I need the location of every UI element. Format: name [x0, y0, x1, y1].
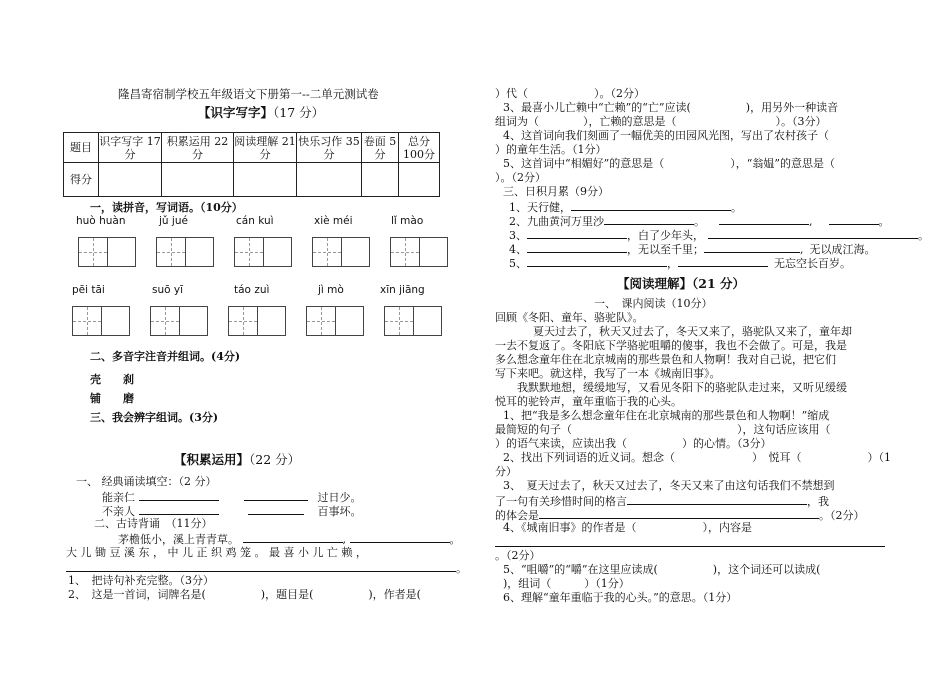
text: 。（2分） [819, 509, 865, 522]
tianzi-grid[interactable] [72, 306, 130, 336]
pinyin-item: cán kuì [236, 215, 274, 227]
blank-line[interactable] [571, 199, 731, 211]
tianzi-grid[interactable] [390, 237, 448, 267]
blank-line[interactable] [527, 241, 627, 253]
text: 能亲仁 [102, 491, 135, 504]
tianzi-grid[interactable] [306, 306, 364, 336]
right-line-6: 5、这首词中“相媚好”的意思是（ ），“翁媪”的意思是（ [503, 157, 835, 170]
text: ， [667, 257, 678, 270]
blank-line[interactable] [627, 493, 807, 505]
blank-line[interactable] [678, 255, 768, 267]
yuedu-recall: 回顾《冬阳、童年、骆驼队》。 [495, 311, 644, 324]
yuedu-q2-line: 分） [495, 465, 517, 478]
text: 百事坏。 [317, 505, 362, 518]
jilei-s1: 一、 经典诵读填空：（2 分） [76, 475, 217, 488]
score-table-cell: 总分 100分 [399, 133, 440, 163]
exam-title: 隆昌寄宿制学校五年级语文下册第一--二单元测试卷 [118, 87, 379, 101]
score-input-cell[interactable] [297, 163, 362, 197]
right-line-5: ）的童年生活。（1分） [495, 143, 607, 156]
score-table-cell: 快乐习作 35 分 [298, 134, 360, 161]
jilei-score: （22 分） [249, 452, 301, 467]
q2-line-2: 铺 磨 [90, 392, 134, 405]
rijilei-1: 1、天行健， 。 [509, 201, 742, 214]
pinyin-item: suō yī [152, 284, 184, 296]
text: 茅檐低小，溪上青青草。 [118, 533, 239, 546]
blank-line[interactable] [139, 489, 219, 501]
q2-line-1: 壳 刹 [90, 373, 134, 386]
score-input-cell[interactable] [99, 163, 162, 197]
score-input-cell[interactable] [162, 163, 234, 197]
score-input-cell[interactable] [362, 163, 399, 197]
score-table-cell: 积累运用 22分 [162, 133, 234, 163]
jilei-q1: 1、 把诗句补充完整。（3分） [68, 574, 214, 587]
score-table-cell: 卷面 5分 [362, 133, 399, 163]
blank-line[interactable] [350, 531, 450, 543]
yuedu-q5-line: )，组词（ ）（1分） [503, 577, 630, 590]
blank-line[interactable] [527, 227, 627, 239]
blank-line[interactable] [66, 560, 456, 572]
blank-line[interactable] [495, 535, 885, 547]
pinyin-item: jì mò [318, 284, 344, 296]
right-line-1: ）代（ ）。（2分） [495, 87, 645, 100]
score-table-cell: 识字写字 17分 [99, 134, 161, 161]
text: 的体会是 [495, 509, 539, 522]
text: ，白了少年头， [627, 229, 704, 242]
blank-line[interactable] [248, 503, 304, 515]
jilei-heading-label: 【积累运用】 [174, 452, 250, 467]
yuedu-q6-line: 6、理解“童年重临于我的心头。”的意思。（1分） [503, 591, 738, 604]
score-table-cell: 阅读理解 21 分 [234, 134, 296, 161]
tianzi-grid[interactable] [228, 306, 286, 336]
text: 无忘空长百岁。 [774, 257, 851, 270]
yuedu-q3-line [495, 493, 829, 508]
right-line-7: ）。（2分） [495, 171, 546, 184]
poem-blank-line[interactable] [66, 560, 467, 575]
yuedu-q1-line: ）的语气来读，应读出我（ ）的心情。（3分） [495, 437, 772, 450]
yuedu-q5-line: 5、“咀嚼”的“嚼”在这里应读成( )，这个词还可以读成( [503, 563, 821, 576]
yuedu-q2-line: 2、找出下列词语的近义词。想念（ ） 悦耳（ ）（1 [503, 451, 891, 464]
passage-line: 多么想念童年住在北京城南的那些景色和人物啊！我对自己说，把它们 [495, 353, 836, 366]
rijileiyue-title: 三、日积月累（9分） [503, 185, 609, 198]
text: 3、 [509, 229, 527, 242]
q3-title: 三、我会辨字组词。(3分) [90, 411, 219, 424]
text: 2、九曲黄河万里沙 [509, 215, 604, 228]
yuedu-heading-label: 【阅读理解】 [617, 276, 693, 291]
tianzi-grid[interactable] [312, 237, 370, 267]
tianzi-grid[interactable] [156, 237, 214, 267]
shizi-heading-label: 【识字写字】 [198, 105, 274, 120]
poem-line-1: 茅檐低小，溪上青青草。 , 。 [118, 533, 461, 546]
tianzi-grid[interactable] [234, 237, 292, 267]
right-line-2: 3、最喜小儿亡赖中“亡赖”的“亡”应读( )，用另外一种读音 [503, 101, 839, 114]
tianzi-grid[interactable] [78, 237, 136, 267]
right-line-4: 4、这首词向我们刻画了一幅优美的田园风光图，写出了农村孩子（ [503, 129, 829, 142]
shizi-score: （17 分） [273, 105, 325, 120]
score-table-row-label: 得分 [64, 163, 99, 197]
pinyin-item: táo zuì [234, 284, 270, 296]
passage-line: 我默默地想，缓缓地写，又看见冬阳下的骆驼队走过来，又听见缓缓 [517, 381, 847, 394]
blank-line[interactable] [527, 255, 667, 267]
yuedu-s1: 一、 课内阅读（10分） [594, 297, 713, 310]
text: 了一句有关珍惜时间的格言 [495, 495, 627, 508]
score-table-cell: 题目 [64, 133, 99, 163]
text: ，我 [807, 495, 829, 508]
text: 过日少。 [317, 491, 362, 504]
yuedu-q4-line: 。（2分） [495, 549, 541, 562]
score-input-cell[interactable] [234, 163, 297, 197]
score-table [63, 132, 440, 197]
blank-line[interactable] [539, 507, 819, 519]
blank-line[interactable] [243, 531, 343, 543]
pinyin-item: pēi tāi [72, 284, 105, 296]
pinyin-item: jǔ jué [159, 215, 188, 227]
yuedu-q3-line: 3、 夏天过去了，秋天又过去了，冬天又来了由这句话我们不禁想到 [503, 479, 835, 492]
q2-title: 二、多音字注音并组词。(4分) [90, 350, 241, 363]
blank-line[interactable] [139, 503, 219, 515]
yuedu-q1-line: 最简短的句子（ ），这句话应该用（ [495, 423, 831, 436]
pinyin-item: huò huàn [76, 215, 126, 227]
rijilei-2: 2、九曲黄河万里沙 。 , 。 [509, 215, 890, 228]
yuedu-q1-line: 1、把“我是多么想念童年住在北京城南的那些景色和人物啊！”缩成 [503, 409, 830, 422]
section-jilei-heading [174, 453, 300, 466]
text: 1、天行健， [509, 201, 571, 214]
text: 不亲人 [102, 505, 135, 518]
text: 4、 [509, 243, 527, 256]
text: 。 [456, 562, 467, 575]
right-line-3: 组词为（ ），亡赖的意思是（ ）。（3分） [495, 115, 827, 128]
passage-line: 写下来吧。就这样，我写了一本《城南旧事》。 [495, 367, 721, 380]
yuedu-score: （21 分） [692, 276, 746, 291]
text: 无以成江海。 [809, 243, 876, 256]
tianzi-grid[interactable] [150, 306, 208, 336]
blank-line[interactable] [704, 241, 800, 253]
poem-line-2: 大 儿 锄 豆 溪 东 ， 中 儿 正 织 鸡 笼 。 最 喜 小 儿 亡 赖 ， [66, 546, 367, 559]
yuedu-q3-line [495, 507, 865, 522]
pinyin-item: lǐ mào [391, 215, 424, 227]
passage-line: 悦耳的驼铃声，童年重临于我的心头。 [495, 395, 682, 408]
q1-title: 一，读拼音，写词语。（10分） [90, 201, 243, 214]
jilei-q2: 2、 这是一首词，词牌名是( )，题目是( )，作者是( [68, 588, 421, 601]
section-shizi-heading [198, 106, 324, 119]
blank-line[interactable] [604, 213, 694, 225]
blank-line[interactable] [719, 213, 809, 225]
passage-line: 夏天过去了，秋天又过去了，冬天又来了，骆驼队又来了，童年却 [533, 325, 852, 338]
text: 5、 [509, 257, 527, 270]
tianzi-grid[interactable] [384, 306, 442, 336]
rijilei-4: 4、 ，无以至千里； , 无以成江海。 [509, 243, 876, 256]
yuedu-q4-line: 4、《城南旧事》的作者是（ ），内容是 [503, 521, 752, 534]
jilei-line-b [102, 503, 362, 518]
score-input-cell[interactable] [399, 163, 440, 197]
rijilei-5 [509, 255, 851, 270]
section-yuedu-heading [617, 277, 745, 290]
text: ，无以至千里； [627, 243, 704, 256]
blank-line[interactable] [495, 535, 885, 550]
blank-line[interactable] [829, 213, 879, 225]
pinyin-item: xīn jiāng [380, 284, 425, 296]
blank-line[interactable] [244, 489, 308, 501]
blank-line[interactable] [708, 227, 918, 239]
rijilei-3: 3、 ，白了少年头， 。 [509, 229, 929, 242]
pinyin-item: xiè méi [314, 215, 353, 227]
jilei-line-a [102, 489, 362, 504]
jilei-s2: 二、古诗背诵 （11分） [94, 517, 213, 530]
passage-line: 一去不复返了。冬阳底下学骆驼咀嚼的傻事，我也不会做了。可是，我是 [495, 339, 847, 352]
